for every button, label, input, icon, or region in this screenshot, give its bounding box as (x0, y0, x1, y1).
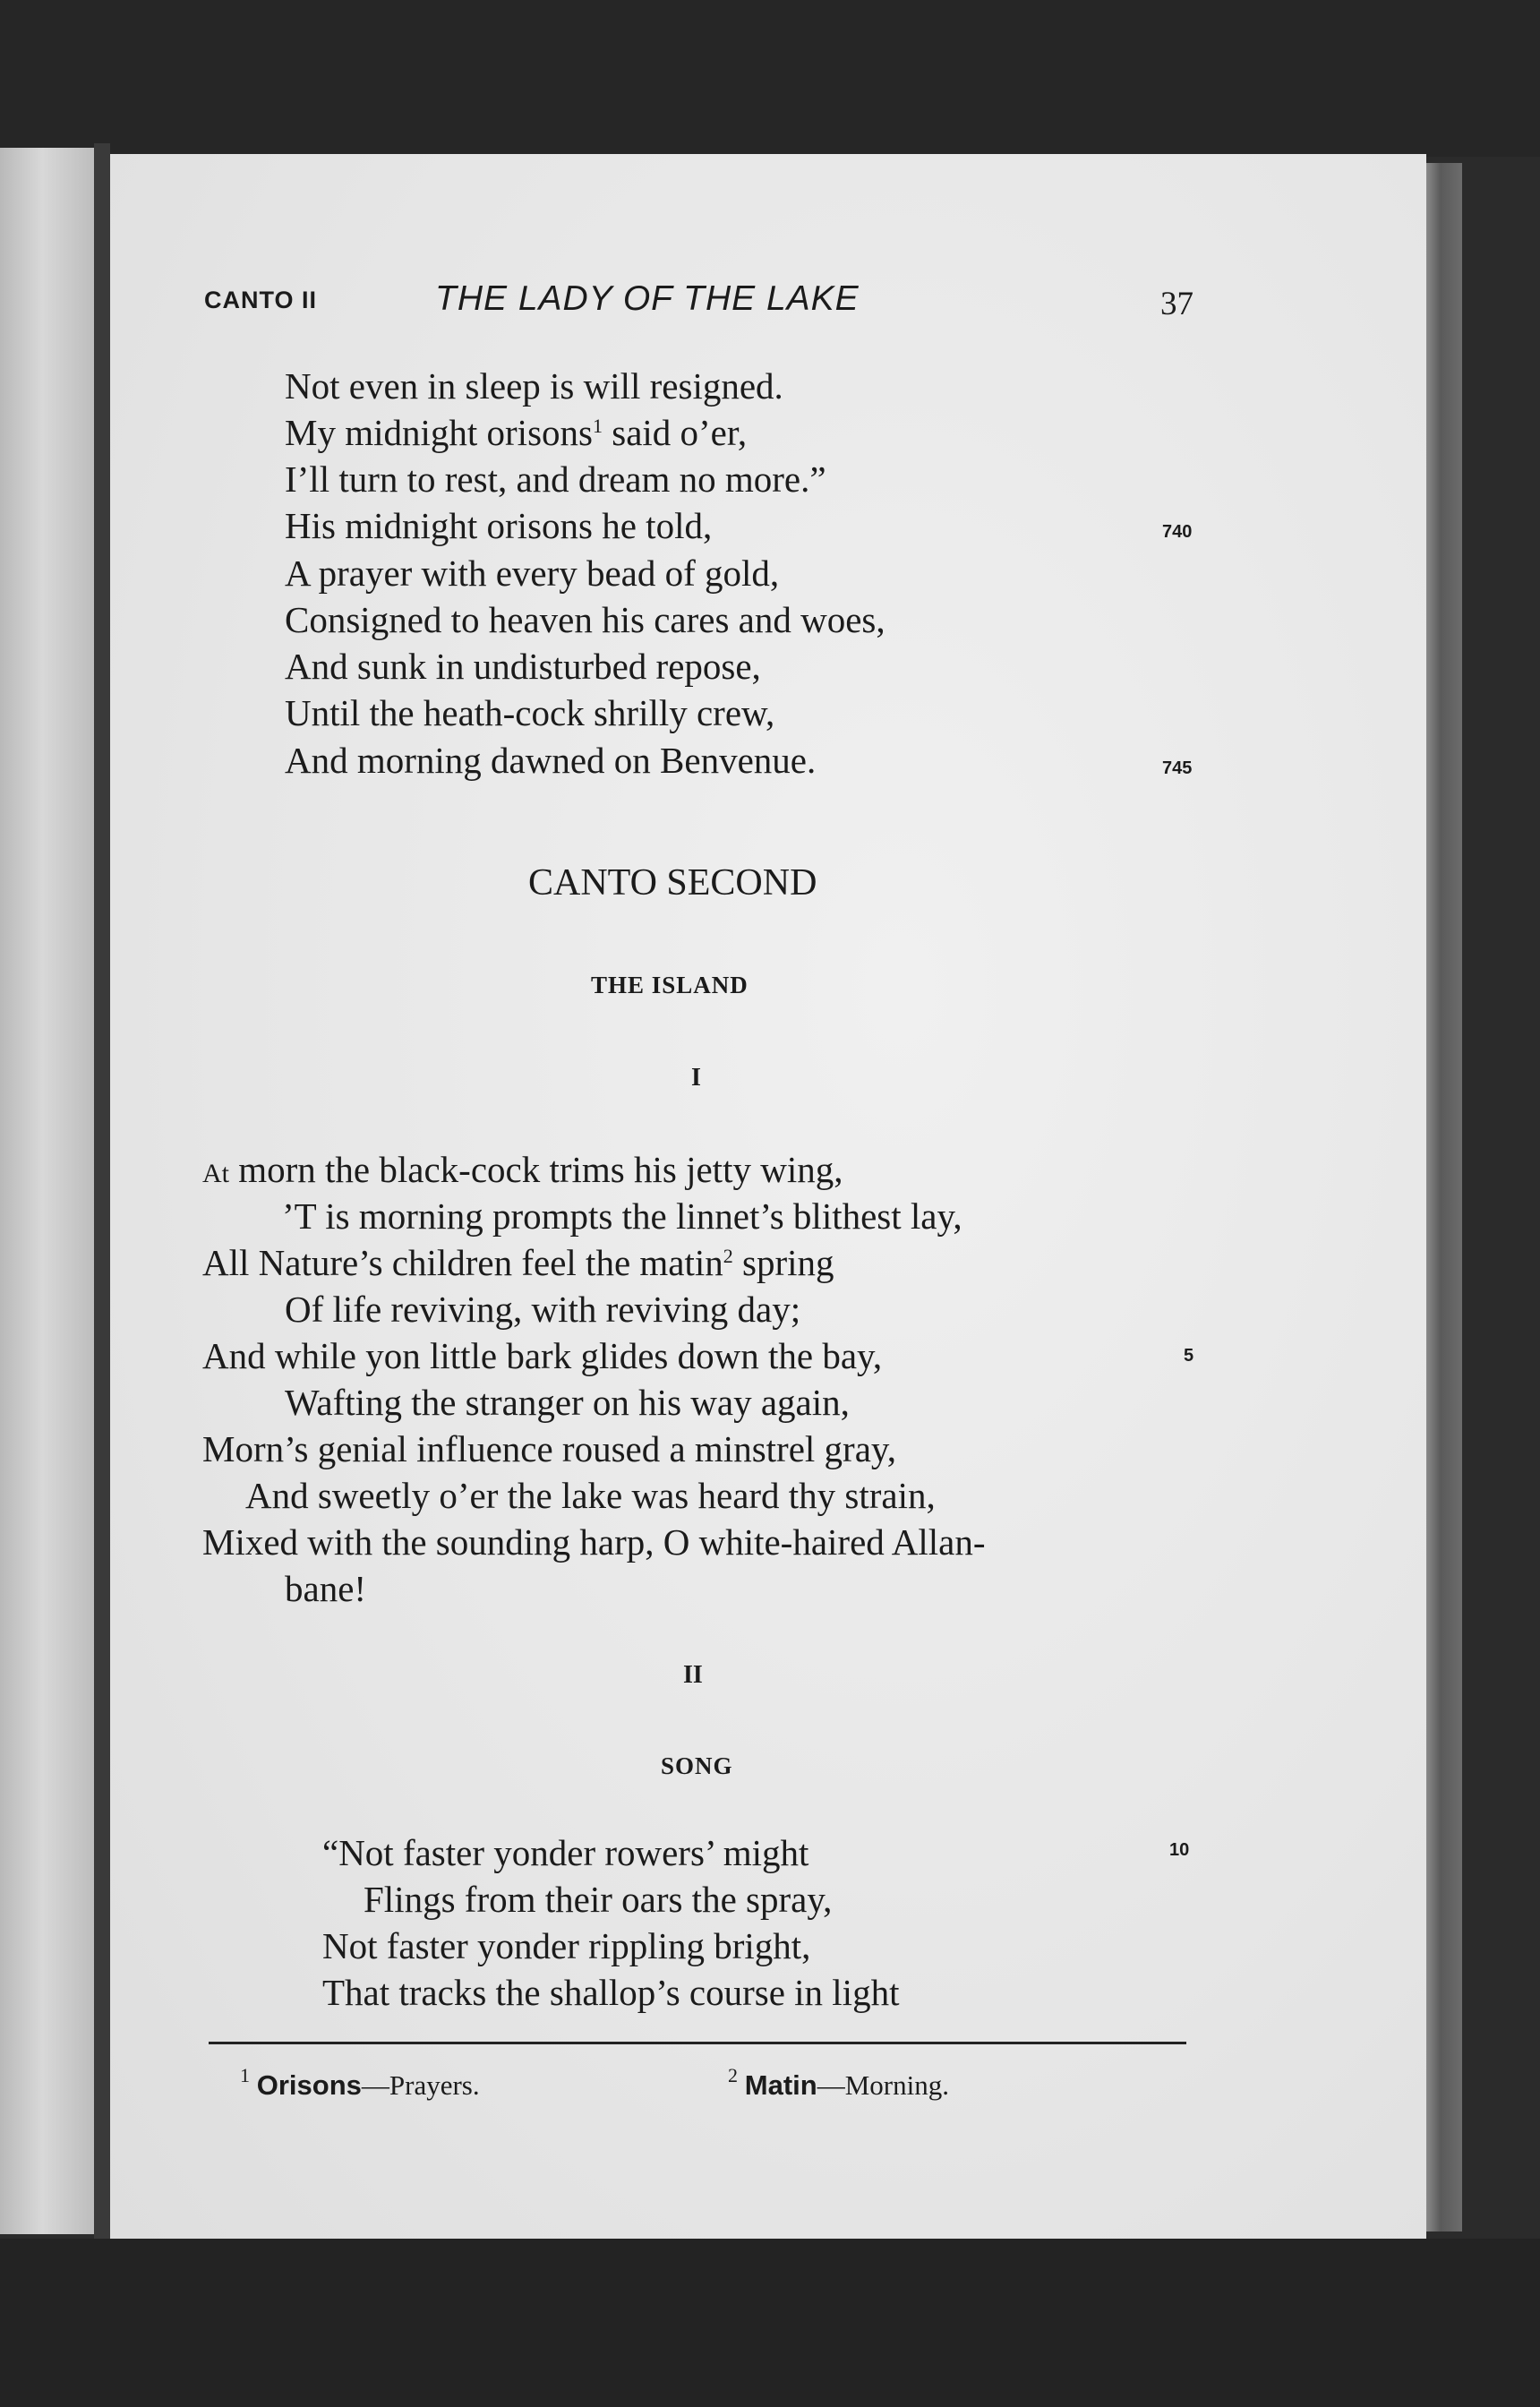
scan-background-top (0, 0, 1540, 157)
verse-line: Flings from their oars the spray, (364, 1879, 833, 1920)
verse-line: Not faster yonder rippling bright, (322, 1925, 811, 1966)
canto-subtitle: THE ISLAND (591, 972, 749, 998)
verse-line: ’T is morning prompts the linnet’s blithest lay, (282, 1195, 962, 1237)
small-caps-opening: At (202, 1159, 229, 1188)
facing-page-edge (0, 148, 94, 2234)
footnote-ref: 2 (723, 1245, 733, 1267)
verse-line: Mixed with the sounding harp, O white-haired Allan- (202, 1521, 986, 1563)
page-stack-edge (1426, 163, 1462, 2231)
footnote: $^1$ Orisons—Prayers. (240, 2064, 480, 2101)
line-number: 740 (1162, 522, 1193, 542)
verse-line: I’ll turn to rest, and dream no more.” (285, 458, 826, 500)
verse-line: Until the heath-cock shrilly crew, (285, 692, 775, 733)
running-header-title: THE LADY OF THE LAKE (435, 279, 860, 318)
page-gutter (94, 143, 110, 2257)
footnote: $^2$ Matin—Morning. (728, 2064, 949, 2101)
page-number: 37 (1160, 286, 1194, 322)
song-heading: SONG (661, 1752, 733, 1779)
footnote-rule (209, 2042, 1186, 2044)
verse-line: And while yon little bark glides down the bay, (202, 1335, 883, 1376)
line-number: 5 (1184, 1346, 1194, 1366)
verse-line: Morn’s genial influence roused a minstrel gray, (202, 1428, 896, 1469)
verse-line: Wafting the stranger on his way again, (285, 1382, 850, 1423)
verse-line: And sweetly o’er the lake was heard thy strain, (245, 1475, 936, 1516)
verse-line: “Not faster yonder rowers’ might (322, 1832, 809, 1873)
verse-line: My midnight orisons$^1$ said o’er, (285, 412, 748, 453)
verse-line: That tracks the shallop’s course in light (322, 1972, 900, 2013)
scan-background-bottom (0, 2239, 1540, 2407)
footnote-ref: 1 (592, 415, 603, 437)
verse-line: Of life reviving, with reviving day; (285, 1289, 801, 1330)
section-numeral: II (683, 1661, 703, 1689)
verse-line: His midnight orisons he told, (285, 505, 713, 546)
verse-line: Consigned to heaven his cares and woes, (285, 599, 886, 640)
verse-line: And sunk in undisturbed repose, (285, 646, 761, 687)
line-number: 10 (1169, 1840, 1190, 1860)
verse-line: And morning dawned on Benvenue. (285, 740, 817, 781)
verse-line: Not even in sleep is will resigned. (285, 365, 783, 407)
canto-title: CANTO SECOND (528, 862, 817, 904)
verse-line: At morn the black-cock trims his jetty wing, (202, 1149, 843, 1190)
verse-line: All Nature’s children feel the matin$^2$ spring (202, 1242, 834, 1283)
verse-line: A prayer with every bead of gold, (285, 552, 780, 594)
section-numeral: I (691, 1064, 701, 1092)
verse-line: bane! (285, 1568, 367, 1609)
running-header-canto: CANTO II (204, 287, 318, 313)
line-number: 745 (1162, 758, 1193, 778)
